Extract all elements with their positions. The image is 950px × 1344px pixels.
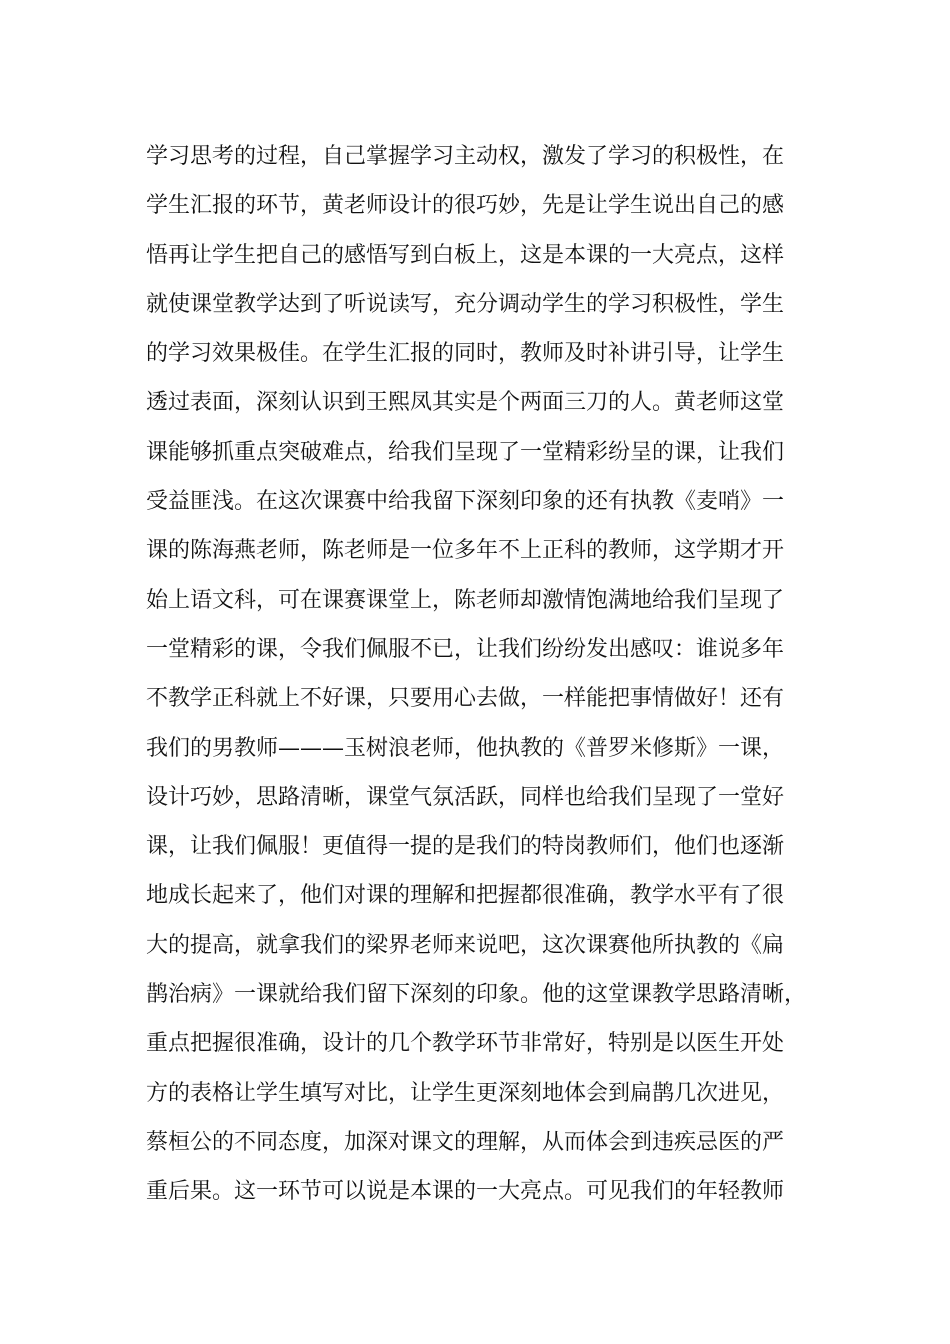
text-line-16: 地成长起来了，他们对课的理解和把握都很准确，教学水平有了很 (146, 883, 785, 909)
text-line-22: 重后果。这一环节可以说是本课的一大亮点。可见我们的年轻教师 (146, 1179, 785, 1205)
text-line-20: 方的表格让学生填写对比，让学生更深刻地体会到扁鹊几次进见， (146, 1080, 785, 1106)
text-line-7: 课能够抓重点突破难点，给我们呈现了一堂精彩纷呈的课，让我们 (146, 439, 785, 465)
text-line-21: 蔡桓公的不同态度，加深对课文的理解，从而体会到违疾忌医的严 (146, 1129, 785, 1155)
text-line-5: 的学习效果极佳。在学生汇报的同时，教师及时补讲引导，让学生 (146, 341, 785, 367)
text-line-3: 悟再让学生把自己的感悟写到白板上，这是本课的一大亮点，这样 (146, 242, 785, 268)
text-line-1: 学习思考的过程，自己掌握学习主动权，激发了学习的积极性，在 (146, 144, 785, 169)
text-line-14: 设计巧妙，思路清晰，课堂气氛活跃，同样也给我们呈现了一堂好 (146, 784, 785, 810)
body-text (146, 132, 826, 1217)
text-line-6: 透过表面，深刻认识到王熙凤其实是个两面三刀的人。黄老师这堂 (146, 390, 785, 416)
text-line-17: 大的提高，就拿我们的梁界老师来说吧，这次课赛他所执教的《扁 (146, 932, 785, 958)
text-line-2: 学生汇报的环节，黄老师设计的很巧妙，先是让学生说出自己的感 (146, 193, 785, 219)
text-line-12: 不教学正科就上不好课，只要用心去做，一样能把事情做好！还有 (146, 686, 785, 712)
text-line-13: 我们的男教师———玉树浪老师，他执教的《普罗米修斯》一课， (146, 735, 785, 761)
text-line-11: 一堂精彩的课，令我们佩服不已，让我们纷纷发出感叹：谁说多年 (146, 636, 785, 662)
text-line-10: 始上语文科，可在课赛课堂上，陈老师却激情饱满地给我们呈现了 (146, 587, 785, 613)
text-line-9: 课的陈海燕老师，陈老师是一位多年不上正科的教师，这学期才开 (146, 538, 785, 564)
text-line-8: 受益匪浅。在这次课赛中给我留下深刻印象的还有执教《麦哨》一 (146, 489, 785, 515)
text-line-19: 重点把握很准确，设计的几个教学环节非常好，特别是以医生开处 (146, 1031, 785, 1057)
text-line-15: 课，让我们佩服！更值得一提的是我们的特岗教师们，他们也逐渐 (146, 834, 785, 860)
text-line-18: 鹊治病》一课就给我们留下深刻的印象。他的这堂课教学思路清晰， (146, 982, 807, 1008)
text-line-4: 就使课堂教学达到了听说读写，充分调动学生的学习积极性，学生 (146, 291, 785, 317)
